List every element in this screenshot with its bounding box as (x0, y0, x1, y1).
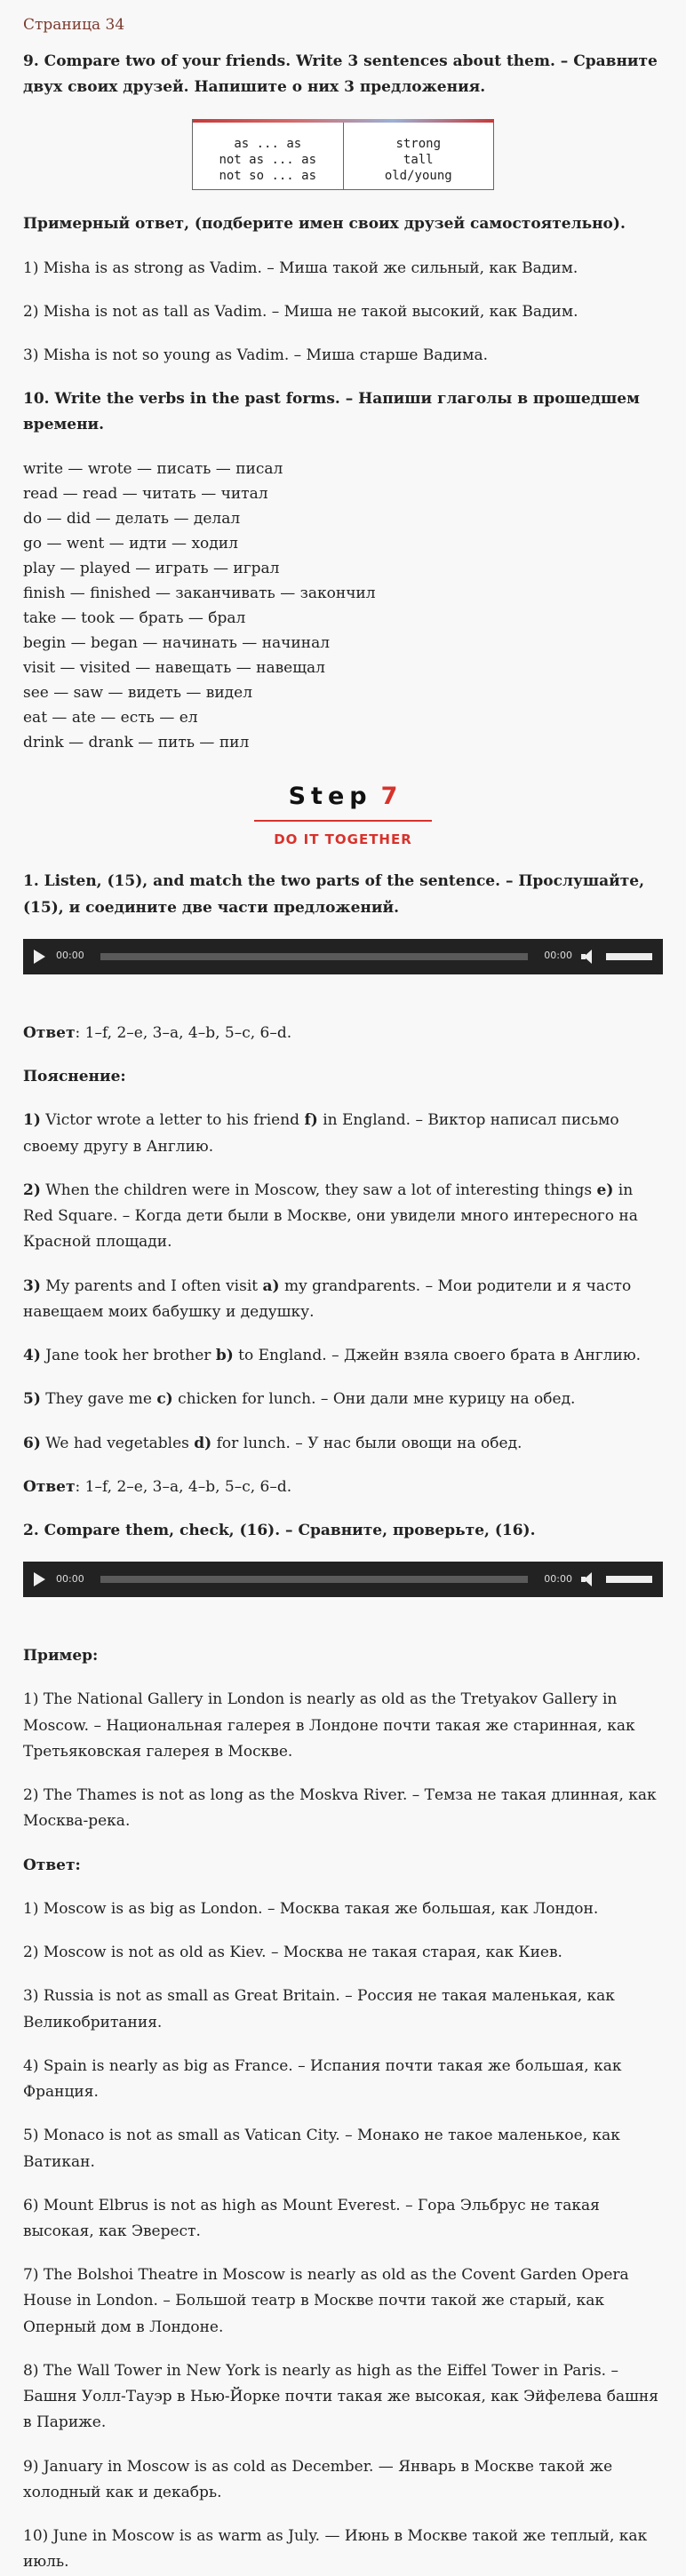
exercise-10-title: 10. Write the verbs in the past forms. – Напиши глаголы в прошедшем времени. (23, 390, 640, 434)
item-text: When the children were in Moscow, they saw a lot of interesting things (40, 1181, 597, 1199)
verb-item: visit — visited — навещать — навещал (23, 659, 325, 678)
explanation-item (23, 1274, 663, 1325)
explanation-item (23, 1108, 663, 1159)
duration: 00:00 (544, 1572, 572, 1585)
verb-item: eat — ate — есть — ел (23, 709, 198, 727)
table-right-column (344, 120, 494, 190)
play-icon[interactable] (34, 1572, 45, 1586)
verb-item: finish — finished — заканчивать — закончил (23, 584, 376, 602)
item-text: in Red Square. – Когда дети были в Москве, они увидели много интересного на Красной площади. (23, 1181, 638, 1252)
item-text: for lunch. – У нас были овощи на обед. (211, 1434, 522, 1452)
table-cell: as ... as (234, 136, 302, 151)
answer-line: 1) Misha is as strong as Vadim. – Миша такой же сильный, как Вадим. (23, 258, 578, 277)
answer-line (23, 1021, 663, 1046)
answer-line: 2) Moscow is not as old as Kiev. – Москва не такая старая, как Киев. (23, 1944, 562, 1962)
item-key: b) (215, 1347, 234, 1365)
example-line: 1) The National Gallery in London is nearly as old as the Tretyakov Gallery in Moscow. – Национальная галерея в Лондоне почти такая же старинная, как Третьяковская галерея в Москве. (23, 1690, 635, 1761)
volume-icon[interactable] (581, 1572, 597, 1586)
step-subtitle: DO IT TOGETHER (274, 831, 412, 847)
item-number: 4) (23, 1347, 41, 1365)
verb-item: do — did — делать — делал (23, 509, 241, 528)
audio-player (23, 1562, 663, 1597)
explanation-heading: Пояснение: (23, 1068, 126, 1086)
item-text: my grandparents. – Мои родители и я часто навещаем моих бабушку и дедушку. (23, 1276, 632, 1321)
answer-line: 5) Monaco is not as small as Vatican City. – Монако не такое маленькое, как Ватикан. (23, 2127, 620, 2171)
example-heading: Пример: (23, 1647, 99, 1666)
verb-item: see — saw — видеть — видел (23, 684, 252, 703)
comparison-table (192, 119, 494, 191)
answer-line: 8) The Wall Tower in New York is nearly as high as the Eiffel Tower in Paris. – Башня Уолл-Тауэр в Нью-Йорке почти такая же высокая, как Эйфелева башня в Париже. (23, 2361, 658, 2432)
verb-item: go — went — идти — ходил (23, 534, 238, 553)
answer-line: 6) Mount Elbrus is not as high as Mount Everest. – Гора Эльбрус не такая высокая, как Эверест. (23, 2196, 600, 2240)
table-cell: strong (395, 136, 442, 151)
explanation-item (23, 1178, 663, 1256)
answer-label: Ответ (23, 1477, 76, 1496)
answer-line: 10) June in Moscow is as warm as July. — Июнь в Москве такой же теплый, как июль. (23, 2527, 648, 2572)
answer-line: 1) Moscow is as big as London. – Москва такая же большая, как Лондон. (23, 1899, 599, 1918)
verb-item: play — played — играть — играл (23, 559, 280, 577)
item-key: f) (304, 1111, 318, 1130)
explanation-item (23, 1387, 663, 1412)
step-number: 7 (380, 783, 398, 811)
answer-heading: Ответ: (23, 1856, 81, 1874)
page-title: Страница 34 (23, 16, 125, 34)
verb-item: read — read — читать — читал (23, 484, 268, 503)
item-text: They gave me (40, 1390, 157, 1409)
step-word: Step (288, 783, 372, 811)
volume-icon[interactable] (581, 950, 597, 964)
current-time: 00:00 (56, 950, 84, 962)
item-text: chicken for lunch. – Они дали мне курицу на обед. (172, 1390, 576, 1409)
explanation-item (23, 1431, 663, 1457)
table-cell: old/young (384, 169, 452, 184)
item-number: 3) (23, 1276, 41, 1295)
table-cell: tall (403, 152, 434, 167)
answer-line (23, 1475, 663, 1500)
exercise-9-title: 9. Compare two of your friends. Write 3 sentences about them. – Сравните двух своих друзей. Напишите о них 3 предложения. (23, 52, 658, 97)
verb-item: take — took — брать — брал (23, 608, 246, 627)
play-icon[interactable] (34, 950, 45, 964)
seek-bar[interactable] (100, 1576, 529, 1583)
item-number: 2) (23, 1181, 41, 1199)
item-key: d) (194, 1434, 212, 1452)
verb-item: drink — drank — пить — пил (23, 734, 250, 752)
duration: 00:00 (544, 950, 572, 962)
item-text: to England. – Джейн взяла своего брата в Англию. (233, 1347, 642, 1365)
item-key: a) (262, 1276, 280, 1295)
item-number: 6) (23, 1434, 41, 1452)
item-text: We had vegetables (40, 1434, 195, 1452)
item-key: c) (156, 1390, 173, 1409)
item-text: in England. – Виктор написал письмо своему другу в Англию. (23, 1111, 619, 1156)
verb-item: begin — began — начинать — начинал (23, 634, 331, 652)
seek-bar[interactable] (100, 953, 529, 960)
current-time: 00:00 (56, 1572, 84, 1585)
exercise-9-answer-heading: Примерный ответ, (подберите имен своих друзей самостоятельно). (23, 215, 626, 234)
step-exercise-1-title: 1. Listen, (15), and match the two parts of the sentence. – Прослушайте, (15), и соедините две части предложений. (23, 872, 645, 917)
item-number: 1) (23, 1111, 41, 1130)
volume-slider[interactable] (606, 953, 652, 960)
answer-line: 3) Misha is not so young as Vadim. – Миша старше Вадима. (23, 346, 489, 364)
item-key: e) (596, 1181, 614, 1199)
item-number: 5) (23, 1390, 41, 1409)
step-exercise-2-title: 2. Compare them, check, (16). – Сравните, проверьте, (16). (23, 1521, 536, 1539)
answer-text: : 1–f, 2–e, 3–a, 4–b, 5–c, 6–d. (75, 1023, 292, 1042)
table-left-column (193, 120, 344, 190)
answer-label: Ответ (23, 1023, 76, 1042)
item-text: Jane took her brother (40, 1347, 216, 1365)
answer-text: : 1–f, 2–e, 3–a, 4–b, 5–c, 6–d. (75, 1477, 292, 1496)
example-line: 2) The Thames is not as long as the Moskva River. – Темза не такая длинная, как Москва-река. (23, 1786, 657, 1831)
table-cell: not so ... as (219, 169, 317, 184)
answer-line: 4) Spain is nearly as big as France. – Испания почти такая же большая, как Франция. (23, 2056, 622, 2102)
answer-line: 3) Russia is not as small as Great Britain. – Россия не такая маленькая, как Великобритания. (23, 1987, 615, 2031)
step-divider (254, 820, 432, 822)
answer-line: 9) January in Moscow is as cold as December. — Январь в Москве такой же холодный как и декабрь. (23, 2457, 613, 2501)
volume-slider[interactable] (606, 1576, 652, 1583)
verb-list (23, 457, 663, 756)
item-text: Victor wrote a letter to his friend (40, 1111, 305, 1130)
audio-player (23, 939, 663, 974)
item-text: My parents and I often visit (40, 1276, 263, 1295)
answer-line: 7) The Bolshoi Theatre in Moscow is nearly as old as the Covent Garden Opera House in London. – Большой театр в Москве почти такой же старый, как Оперный дом в Лондоне. (23, 2266, 629, 2336)
step-header (23, 776, 663, 851)
verb-item: write — wrote — писать — писал (23, 459, 283, 478)
answer-line: 2) Misha is not as tall as Vadim. – Миша не такой высокий, как Вадим. (23, 302, 578, 321)
table-cell: not as ... as (219, 152, 317, 167)
explanation-item (23, 1343, 663, 1369)
